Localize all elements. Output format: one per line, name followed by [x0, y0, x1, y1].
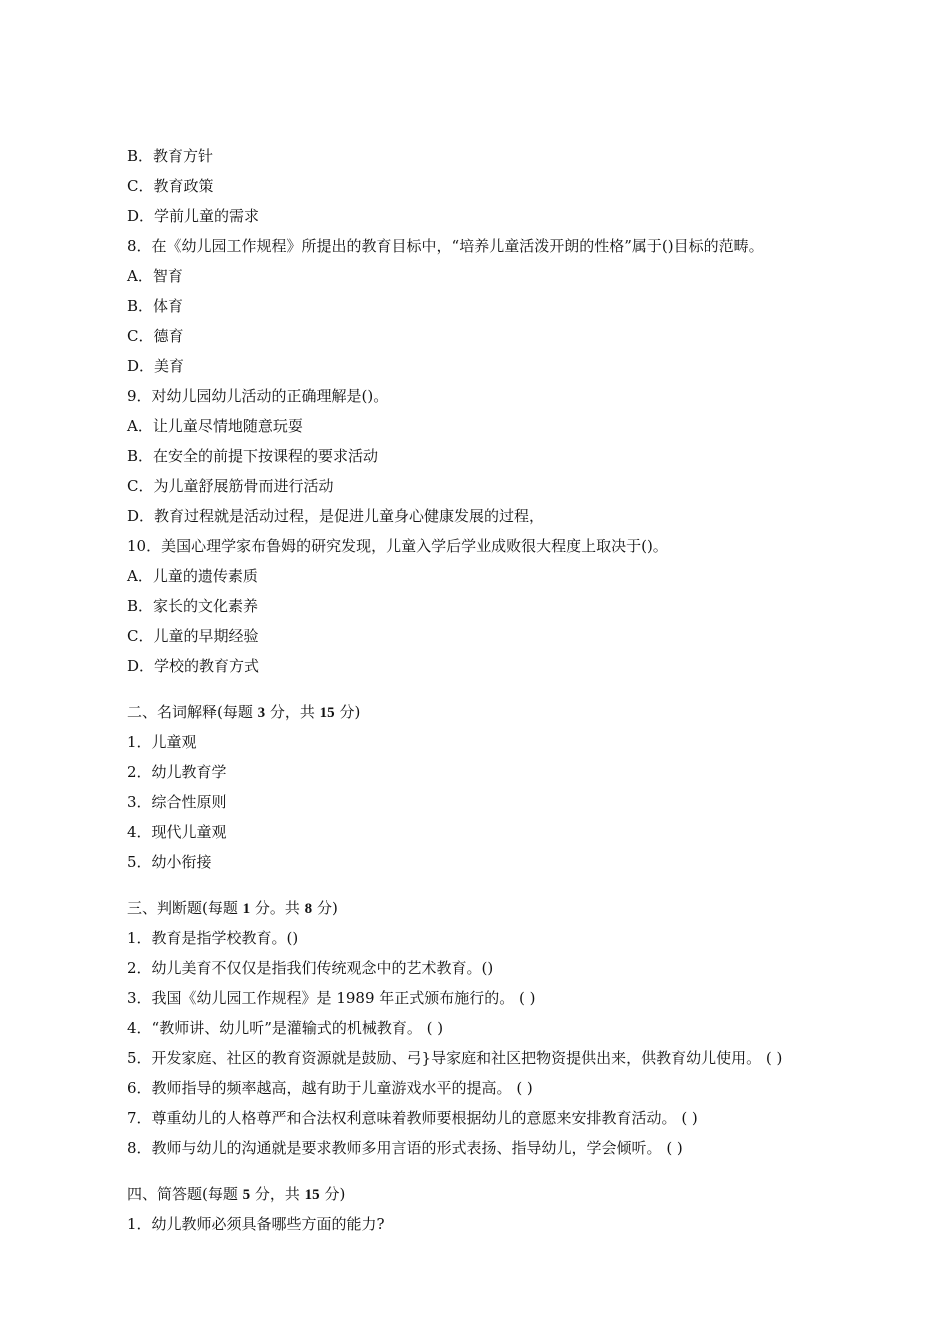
heading-total: 8: [304, 901, 313, 917]
heading-text: 二、名词解释(每题: [127, 703, 258, 721]
heading-text: 分): [334, 703, 361, 721]
option-line: D．学校的教育方式: [127, 657, 260, 675]
exam-page: [127, 141, 867, 1239]
option-line: C．教育政策: [127, 177, 214, 195]
choice-questions: [127, 141, 867, 681]
short-answer-item: 1．幼儿教师必须具备哪些方面的能力?: [127, 1215, 385, 1233]
heading-points: 1: [242, 901, 251, 917]
term-item: 1．儿童观: [127, 733, 197, 751]
option-line: A．儿童的遗传素质: [127, 567, 258, 585]
option-line: B．教育方针: [127, 147, 214, 165]
option-line: C．儿童的早期经验: [127, 627, 259, 645]
judgment-item: 2．幼儿美育不仅仅是指我们传统观念中的艺术教育。(): [127, 959, 494, 977]
heading-points: 5: [242, 1187, 251, 1203]
term-item: 3．综合性原则: [127, 793, 227, 811]
heading-total: 15: [304, 1187, 320, 1203]
option-line: D．教育过程就是活动过程，是促进儿童身心健康发展的过程，: [127, 507, 545, 525]
heading-points: 3: [257, 705, 266, 721]
judgment-item: 6．教师指导的频率越高，越有助于儿童游戏水平的提高。 ( ): [127, 1079, 533, 1097]
question-line: 10．美国心理学家布鲁姆的研究发现，儿童入学后学业成败很大程度上取决于()。: [127, 537, 668, 555]
heading-total: 15: [319, 705, 335, 721]
judgment-item: 4．“教师讲、幼儿听”是灌输式的机械教育。 ( ): [127, 1019, 444, 1037]
option-line: D．美育: [127, 357, 185, 375]
option-line: A．让儿童尽情地随意玩耍: [127, 417, 303, 435]
judgment-item: 5．开发家庭、社区的教育资源就是鼓励、弓}导家庭和社区把物资提供出来，供教育幼儿使用。 ( ): [127, 1049, 783, 1067]
section-terms: [127, 697, 867, 877]
section-heading: [127, 1179, 867, 1209]
section-heading: [127, 697, 867, 727]
judgment-item: 1．教育是指学校教育。(): [127, 929, 299, 947]
term-item: 5．幼小衔接: [127, 853, 212, 871]
heading-text: 三、判断题(每题: [127, 899, 243, 917]
option-line: C．德育: [127, 327, 184, 345]
heading-text: 四、简答题(每题: [127, 1185, 243, 1203]
section-short-answer: [127, 1179, 867, 1239]
question-line: 8．在《幼儿园工作规程》所提出的教育目标中，“培养儿童活泼开朗的性格”属于()目标的范畴。: [127, 237, 764, 255]
section-heading: [127, 893, 867, 923]
heading-text: 分，共: [250, 1185, 305, 1203]
heading-text: 分。共: [250, 899, 305, 917]
term-item: 4．现代儿童观: [127, 823, 227, 841]
judgment-item: 8．教师与幼儿的沟通就是要求教师多用言语的形式表扬、指导幼儿，学会倾听。 ( ): [127, 1139, 683, 1157]
section-true-false: [127, 893, 867, 1163]
option-line: B．在安全的前提下按课程的要求活动: [127, 447, 379, 465]
heading-text: 分): [312, 899, 338, 917]
option-line: D．学前儿童的需求: [127, 207, 260, 225]
question-line: 9．对幼儿园幼儿活动的正确理解是()。: [127, 387, 389, 405]
term-item: 2．幼儿教育学: [127, 763, 227, 781]
heading-text: 分，共: [265, 703, 320, 721]
judgment-item: 3．我国《幼儿园工作规程》是 1989 年正式颁布施行的。 ( ): [127, 989, 536, 1007]
option-line: B．家长的文化素养: [127, 597, 259, 615]
option-line: B．体育: [127, 297, 184, 315]
judgment-item: 7．尊重幼儿的人格尊严和合法权利意味着教师要根据幼儿的意愿来安排教育活动。 ( ): [127, 1109, 698, 1127]
option-line: A．智育: [127, 267, 183, 285]
option-line: C．为儿童舒展筋骨而进行活动: [127, 477, 334, 495]
heading-text: 分): [319, 1185, 346, 1203]
